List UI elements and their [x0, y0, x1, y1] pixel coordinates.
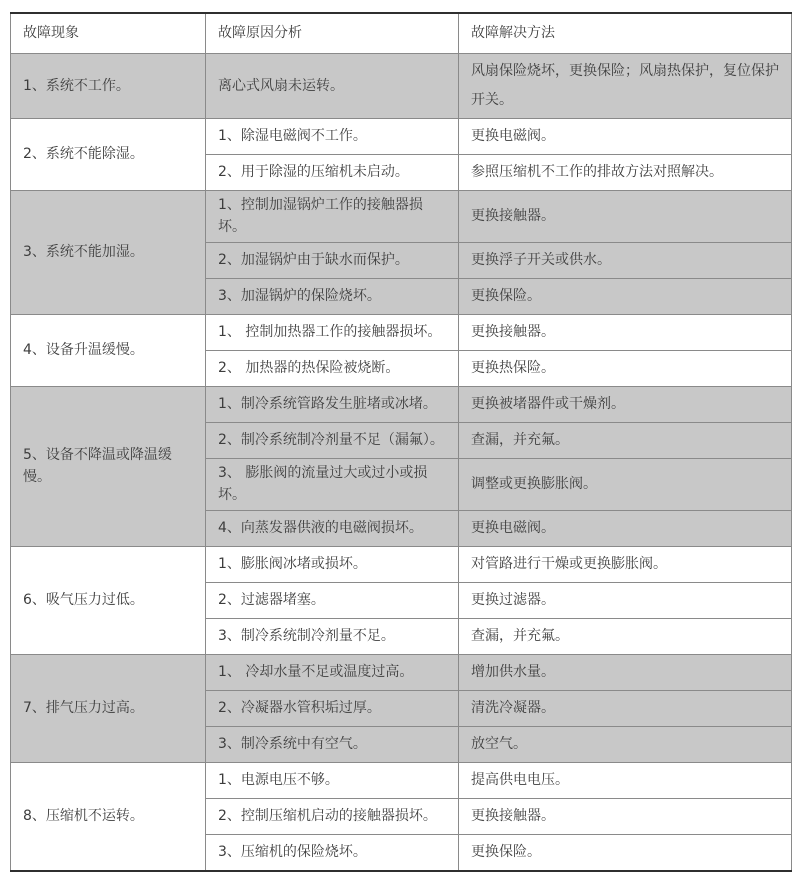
cause-cell: 2、控制压缩机启动的接触器损坏。: [206, 798, 459, 834]
solution-cell: 更换过滤器。: [459, 582, 792, 618]
table-row: [11, 654, 792, 690]
table-row: [11, 546, 792, 582]
header-cell-solution: 故障解决方法: [459, 13, 792, 54]
solution-cell: 更换电磁阀。: [459, 119, 792, 155]
solution-cell: 更换接触器。: [459, 798, 792, 834]
phenomenon-cell: 5、设备不降温或降温缓慢。: [11, 386, 206, 546]
cause-cell: 3、制冷系统制冷剂量不足。: [206, 618, 459, 654]
cause-cell: 1、控制加湿锅炉工作的接触器损坏。: [206, 191, 459, 243]
cause-cell: 1、膨胀阀冰堵或损坏。: [206, 546, 459, 582]
table-row: [11, 762, 792, 798]
solution-cell: 更换接触器。: [459, 314, 792, 350]
phenomenon-cell: 2、系统不能除湿。: [11, 119, 206, 191]
table-row: [11, 54, 792, 119]
solution-cell: 更换浮子开关或供水。: [459, 242, 792, 278]
table-row: [11, 191, 792, 243]
cause-cell: 2、冷凝器水管积垢过厚。: [206, 690, 459, 726]
header-row: [11, 13, 792, 54]
header-cell-cause: 故障原因分析: [206, 13, 459, 54]
solution-cell: 更换热保险。: [459, 350, 792, 386]
solution-cell: 清洗冷凝器。: [459, 690, 792, 726]
solution-cell: 更换保险。: [459, 278, 792, 314]
phenomenon-cell: 6、吸气压力过低。: [11, 546, 206, 654]
cause-cell: 2、过滤器堵塞。: [206, 582, 459, 618]
phenomenon-cell: 4、设备升温缓慢。: [11, 314, 206, 386]
cause-cell: 3、压缩机的保险烧坏。: [206, 834, 459, 871]
solution-cell: 更换被堵器件或干燥剂。: [459, 386, 792, 422]
cause-cell: 1、 控制加热器工作的接触器损坏。: [206, 314, 459, 350]
solution-cell: 调整或更换膨胀阀。: [459, 458, 792, 510]
cause-cell: 2、加湿锅炉由于缺水而保护。: [206, 242, 459, 278]
solution-cell: 参照压缩机不工作的排故方法对照解决。: [459, 155, 792, 191]
solution-cell: 提高供电电压。: [459, 762, 792, 798]
cause-cell: 1、电源电压不够。: [206, 762, 459, 798]
solution-cell: 更换接触器。: [459, 191, 792, 243]
phenomenon-cell: 1、系统不工作。: [11, 54, 206, 119]
cause-cell: 1、制冷系统管路发生脏堵或冰堵。: [206, 386, 459, 422]
cause-cell: 2、 加热器的热保险被烧断。: [206, 350, 459, 386]
solution-cell: 风扇保险烧坏，更换保险；风扇热保护，复位保护开关。: [459, 54, 792, 119]
solution-cell: 对管路进行干燥或更换膨胀阀。: [459, 546, 792, 582]
phenomenon-cell: 7、排气压力过高。: [11, 654, 206, 762]
solution-cell: 更换电磁阀。: [459, 510, 792, 546]
fault-table: [10, 12, 792, 872]
cause-cell: 1、 冷却水量不足或温度过高。: [206, 654, 459, 690]
cause-cell: 2、用于除湿的压缩机未启动。: [206, 155, 459, 191]
phenomenon-cell: 3、系统不能加湿。: [11, 191, 206, 315]
table-row: [11, 314, 792, 350]
solution-cell: 放空气。: [459, 726, 792, 762]
table-row: [11, 386, 792, 422]
cause-cell: 2、制冷系统制冷剂量不足（漏氟）。: [206, 422, 459, 458]
cause-cell: 离心式风扇未运转。: [206, 54, 459, 119]
cause-cell: 4、向蒸发器供液的电磁阀损坏。: [206, 510, 459, 546]
solution-cell: 查漏，并充氟。: [459, 422, 792, 458]
cause-cell: 1、除湿电磁阀不工作。: [206, 119, 459, 155]
solution-cell: 查漏，并充氟。: [459, 618, 792, 654]
table-row: [11, 119, 792, 155]
cause-cell: 3、制冷系统中有空气。: [206, 726, 459, 762]
cause-cell: 3、加湿锅炉的保险烧坏。: [206, 278, 459, 314]
phenomenon-cell: 8、压缩机不运转。: [11, 762, 206, 871]
cause-cell: 3、 膨胀阀的流量过大或过小或损坏。: [206, 458, 459, 510]
header-cell-phenomenon: 故障现象: [11, 13, 206, 54]
solution-cell: 增加供水量。: [459, 654, 792, 690]
solution-cell: 更换保险。: [459, 834, 792, 871]
